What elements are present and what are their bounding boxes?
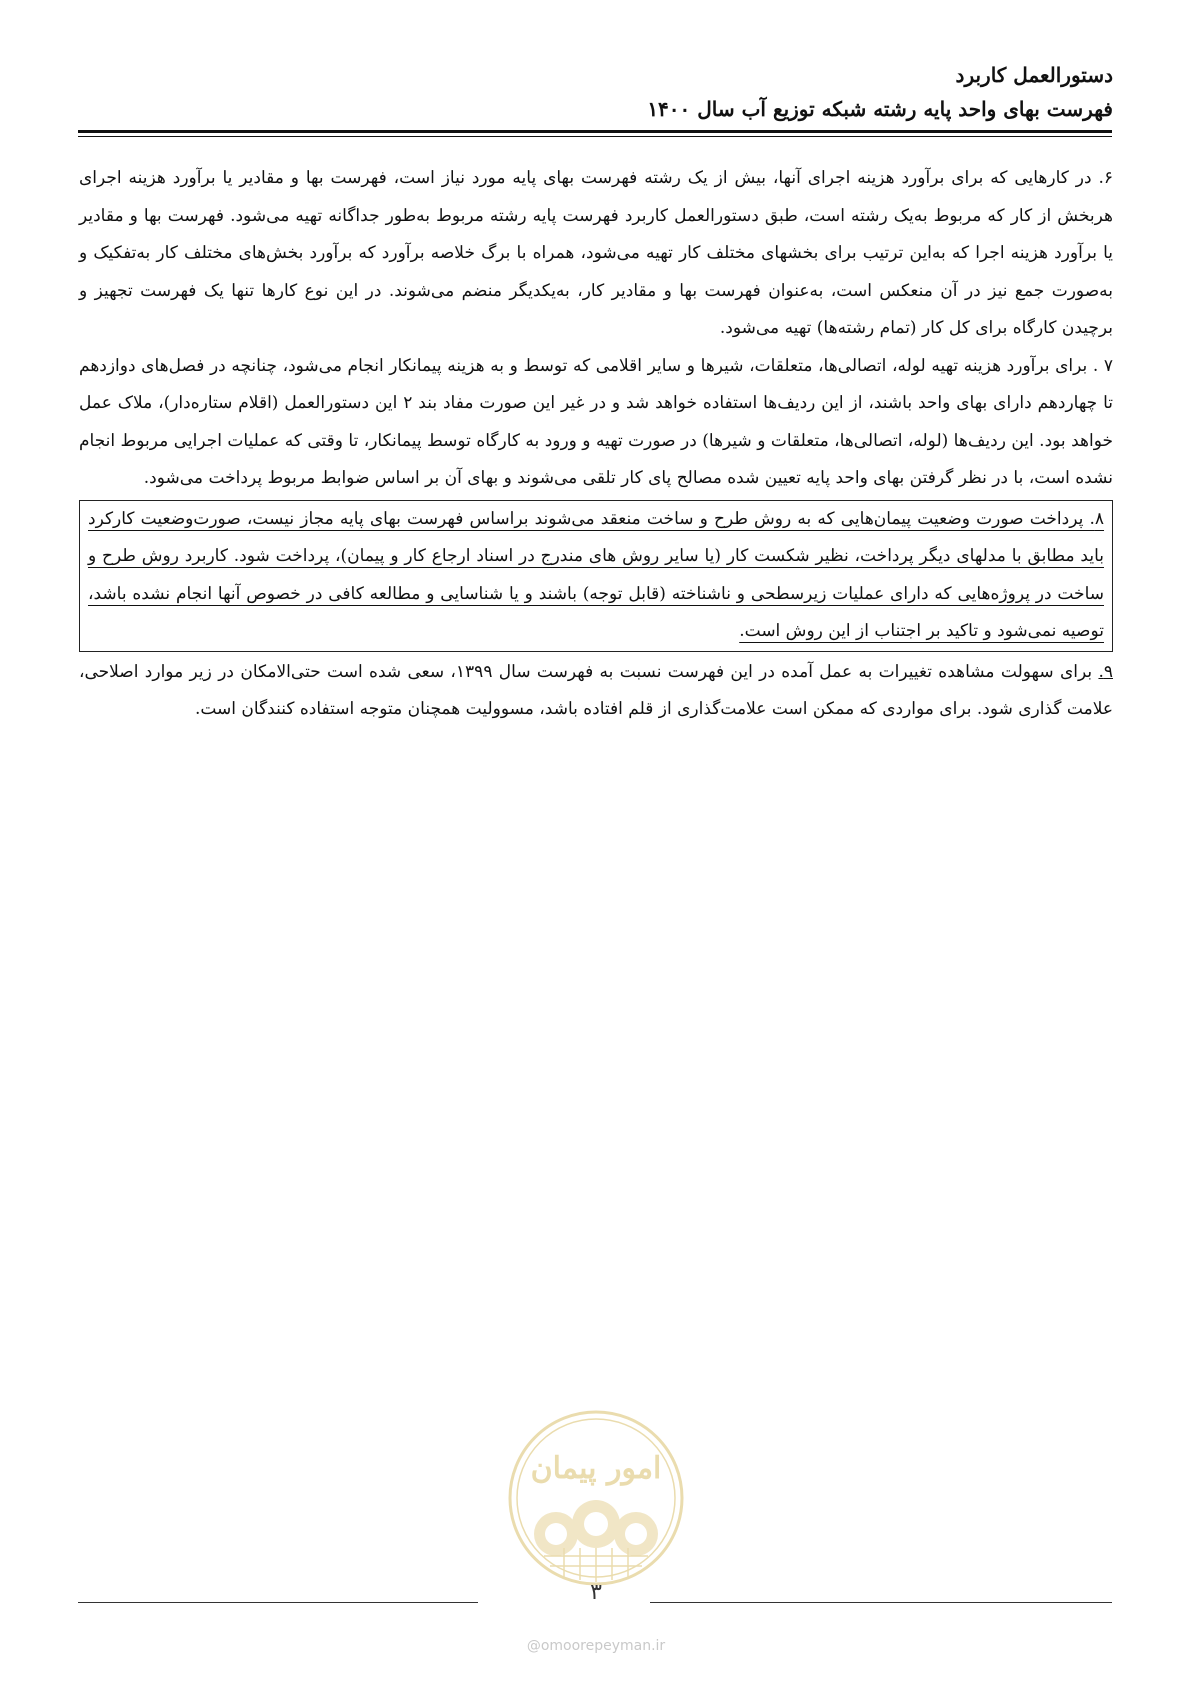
paragraph-6: ۶. در کارهایی که برای برآورد هزینه اجرای آنها، بیش از یک رشته فهرست بهای پایه مورد نیاز است، فهرست بها و مقادیر یا برآورد هزینه اجرای هربخش از کار که مربوط به‌یک رشته است، طبق دستورالعمل کاربرد فهرست پایه رشته مربوط به‌طور جداگانه تهیه می‌شود. فهرست بها و مقادیر یا برآورد هزینه اجرا که به‌این ترتیب برای بخشهای مختلف کار تهیه می‌شود، همراه با برگ خلاصه برآورد که برآورد بخش‌های مختلف کار به‌تفکیک و به‌صورت جمع نیز در آن منعکس است، به‌عنوان فهرست بها و مقادیر کار، به‌یکدیگر منضم می‌شوند. در این نوع کارها تنها یک فهرست تجهیز و برچیدن کارگاه برای کل کار (تمام رشته‌ها) تهیه می‌شود.: [79, 168, 1113, 338]
header-title: دستورالعمل کاربرد: [955, 63, 1113, 87]
header-subtitle: فهرست بهای واحد پایه رشته شبکه توزیع آب سال ۱۴۰۰: [647, 97, 1113, 121]
paragraph-7: ۷ . برای برآورد هزینه تهیه لوله، اتصالی‌ها، متعلقات، شیرها و سایر اقلامی که توسط و به هزینه پیمانکار انجام می‌شود، چنانچه در فصل‌های دوازدهم تا چهاردهم دارای بهای واحد باشند، از این ردیف‌ها استفاده خواهد شد و در غیر این صورت مفاد بند ۲ این دستورالعمل (اقلام ستاره‌دار)، ملاک عمل خواهد بود. این ردیف‌ها (لوله، اتصالی‌ها، متعلقات و شیرها) در صورت تهیه و ورود به کارگاه توسط پیمانکار، تا وقتی که عملیات اجرایی مربوط انجام نشده است، با در نظر گرفتن بهای واحد پایه تعیین شده مصالح پای کار تلقی می‌شوند و بهای آن بر اساس ضوابط مربوط پرداخت می‌شود.: [79, 355, 1113, 488]
document-header: [79, 58, 1113, 126]
boxed-note: [79, 500, 1113, 652]
footer-rule-right: [650, 1602, 1112, 1603]
watermark-logo: [504, 1406, 688, 1590]
site-watermark: @omoorepeyman.ir: [526, 1638, 666, 1654]
paragraph-9-number: ۹.: [1098, 661, 1113, 682]
paragraph-9-text: برای سهولت مشاهده تغییرات به عمل آمده در این فهرست نسبت به فهرست سال ۱۳۹۹، سعی شده است حتی‌الامکان در زیر موارد اصلاحی، علامت گذاری شود. برای مواردی که ممکن است علامت‌گذاری از قلم افتاده باشد، مسوولیت همچنان متوجه استفاده کنندگان است.: [79, 661, 1113, 719]
paragraph-8: ۸. پرداخت صورت وضعیت پیمان‌هایی که به روش طرح و ساخت منعقد می‌شوند براساس فهرست بهای پایه مجاز نیست، صورت‌وضعیت کارکرد باید مطابق با مدلهای دیگر پرداخت، نظیر شکست کار (یا سایر روش های مندرج در اسناد ارجاع کار و پیمان)، پرداخت شود. کاربرد روش طرح و ساخت در پروژه‌هایی که دارای عملیات زیرسطحی و ناشناخته (قابل توجه) باشند و یا شناسایی و مطالعه کافی در خصوص آنها انجام نشده باشد، توصیه نمی‌شود و تاکید بر اجتناب از این روش است.: [88, 508, 1105, 641]
document-body: [79, 160, 1113, 729]
page-number: ۳: [590, 1580, 602, 1605]
footer-rule-left: [78, 1602, 478, 1603]
paragraph-9: [79, 654, 1113, 729]
header-rule-thin: [78, 136, 1112, 137]
watermark-text: امور پیمان: [530, 1451, 662, 1486]
header-rule-thick: [78, 130, 1112, 133]
